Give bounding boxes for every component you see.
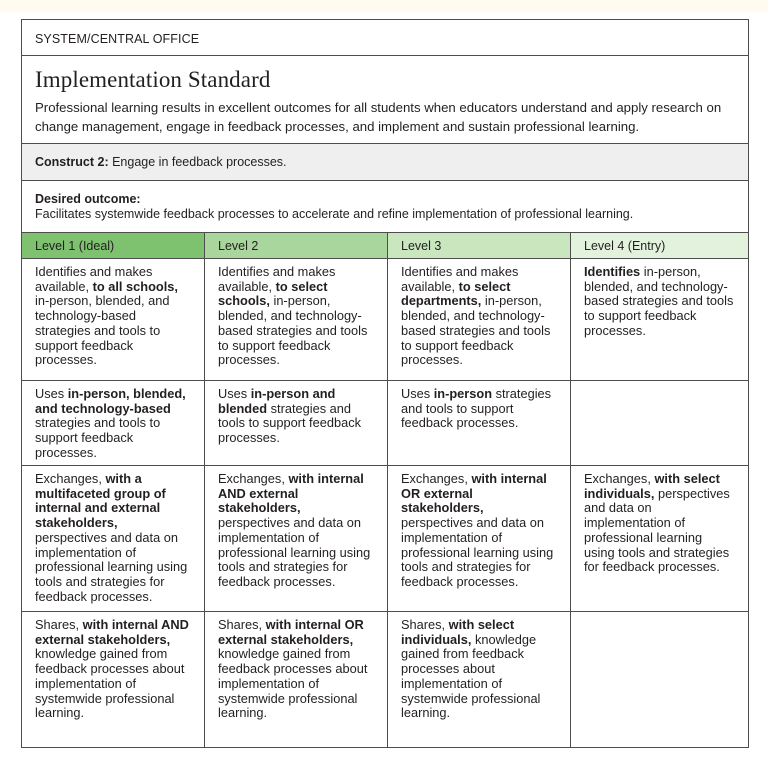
cell-text: in-person, blended, and technology-based strategies and tools to support feedback processes. — [35, 293, 170, 368]
emphasis-text: with a multifaceted group of internal and external stakeholders, — [35, 471, 166, 531]
cell-text: in-person, blended, and technology-based strategies and tools to support feedback processes. — [584, 264, 734, 338]
cell-text: Shares, — [218, 617, 266, 632]
cell-text: Identifies and makes available, — [401, 264, 519, 294]
construct-section — [22, 144, 748, 181]
rubric-cell-row1-level1 — [22, 259, 205, 381]
cell-text: perspectives and data on implementation of professional learning using tools and strategies for feedback processes. — [401, 515, 554, 589]
cell-text: strategies and tools to support feedback processes. — [35, 415, 161, 460]
emphasis-text: to select schools, — [218, 278, 328, 309]
cell-text: perspectives and data on implementation of professional learning using tools and strategies for feedback processes. — [35, 529, 188, 604]
level-header-3: Level 3 — [388, 233, 571, 259]
cell-text: Shares, — [401, 617, 449, 632]
cell-text: perspectives and data on implementation of professional learning using tools and strategies for feedback processes. — [218, 515, 371, 589]
cell-text: Exchanges, — [35, 471, 106, 486]
construct-text: Engage in feedback processes. — [108, 155, 287, 169]
cell-text: Exchanges, — [401, 471, 472, 486]
rubric-cell-row3-level1 — [22, 466, 205, 612]
cell-text: Shares, — [35, 617, 83, 632]
level-header-2: Level 2 — [205, 233, 388, 259]
standard-description: Professional learning results in excellent outcomes for all students when educators understand and apply research on change management, engage in feedback processes, and implement and sustain professional learning. — [35, 100, 722, 134]
emphasis-text: with select individuals, — [584, 471, 720, 501]
rubric-cell-row2-level4 — [571, 381, 748, 466]
desired-outcome-label: Desired outcome: — [35, 192, 141, 206]
desired-outcome-section — [22, 181, 748, 233]
cell-text: Uses — [35, 386, 68, 401]
rubric-cell-row2-level1 — [22, 381, 205, 466]
rubric-cell-row4-level1 — [22, 612, 205, 747]
rubric-cell-row3-level2 — [205, 466, 388, 612]
rubric-cell-row1-level2 — [205, 259, 388, 381]
rubric-cell-row4-level4 — [571, 612, 748, 747]
emphasis-text: with internal OR external stakeholders, — [218, 617, 364, 647]
cell-text: in-person, blended, and technology-based strategies and tools to support feedback processes. — [401, 293, 551, 368]
rubric-document — [21, 19, 749, 748]
cell-text: perspectives and data on implementation of professional learning using tools and strategies for feedback processes. — [584, 485, 730, 575]
rubric-cell-row4-level3 — [388, 612, 571, 747]
emphasis-text: in-person, blended, and technology-based — [35, 386, 186, 416]
rubric-cell-row1-level4 — [571, 259, 748, 381]
emphasis-text: with internal AND external stakeholders, — [218, 471, 364, 516]
rubric-body — [22, 259, 748, 747]
desired-outcome-text: Facilitates systemwide feedback processes to accelerate and refine implementation of professional learning. — [35, 207, 634, 221]
levels-table — [22, 233, 748, 259]
standard-title: Implementation Standard — [35, 67, 271, 92]
emphasis-text: with internal OR external stakeholders, — [401, 471, 547, 516]
cell-text: strategies and tools to support feedback processes. — [401, 386, 552, 431]
level-header-4: Level 4 (Entry) — [571, 233, 748, 259]
rubric-cell-row1-level3 — [388, 259, 571, 381]
cell-text: strategies and tools to support feedback processes. — [218, 400, 361, 446]
cell-text: Identifies and makes available, — [218, 264, 336, 294]
rubric-cell-row2-level3 — [388, 381, 571, 466]
emphasis-text: to select departments, — [401, 278, 511, 309]
cell-text: Exchanges, — [584, 471, 655, 486]
cell-text: Identifies and makes available, — [35, 264, 153, 294]
cell-text: knowledge gained from feedback processes about implementation of systemwide professional learning. — [218, 646, 368, 721]
cell-text: Exchanges, — [218, 471, 289, 486]
rubric-cell-row2-level2 — [205, 381, 388, 466]
construct-label: Construct 2: — [35, 155, 109, 169]
emphasis-text: in-person — [433, 386, 493, 401]
rubric-cell-row3-level3 — [388, 466, 571, 612]
cell-text: in-person, blended, and technology-based strategies and tools to support feedback processes. — [218, 293, 368, 368]
section-label: SYSTEM/CENTRAL OFFICE — [22, 20, 748, 56]
emphasis-text: in-person and blended — [218, 386, 336, 416]
standard-section — [22, 56, 748, 144]
level-header-1: Level 1 (Ideal) — [22, 233, 205, 259]
emphasis-text: Identifies — [584, 264, 641, 279]
cell-text: knowledge gained from feedback processes about implementation of systemwide professional learning. — [401, 631, 541, 721]
rubric-cell-row4-level2 — [205, 612, 388, 747]
emphasis-text: to all schools, — [92, 278, 178, 294]
emphasis-text: with select individuals, — [401, 617, 515, 647]
cell-text: Uses — [218, 386, 251, 401]
cell-text: knowledge gained from feedback processes about implementation of systemwide professional learning. — [35, 646, 185, 721]
cell-text: Uses — [401, 386, 434, 401]
rubric-cell-row3-level4 — [571, 466, 748, 612]
emphasis-text: with internal AND external stakeholders, — [35, 617, 189, 647]
top-band — [0, 0, 768, 12]
